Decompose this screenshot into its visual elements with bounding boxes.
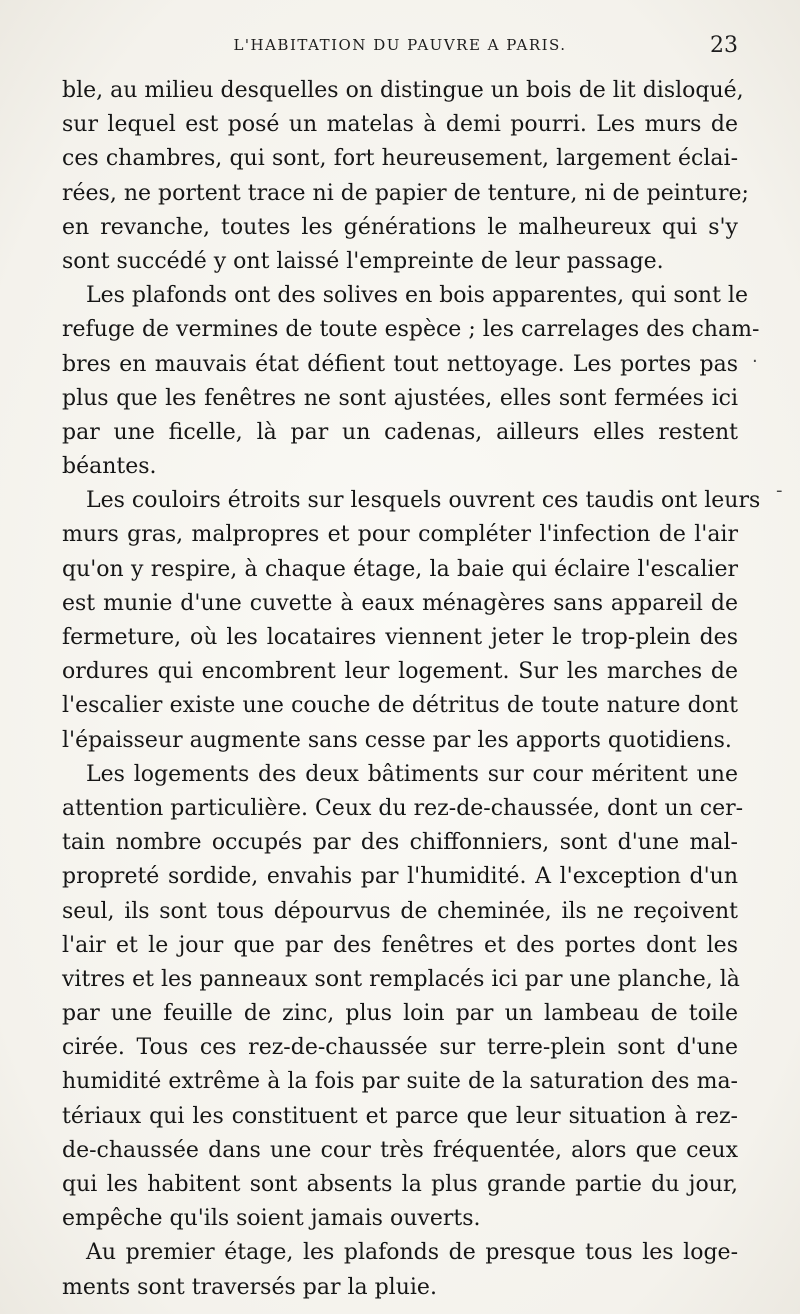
text-line: par une feuille de zinc, plus loin par un lambeau de toile xyxy=(62,1001,738,1027)
text-line: humidité extrême à la fois par suite de la saturation des ma- xyxy=(62,1069,738,1095)
text-line: seul, ils sont tous dépourvus de cheminée, ils ne reçoivent xyxy=(62,898,738,924)
text-line: béantes. xyxy=(62,454,157,480)
body-text xyxy=(62,74,761,1305)
text-line: rées, ne portent trace ni de papier de tenture, ni de peinture; xyxy=(62,180,749,206)
text-line: empêche qu'ils soient jamais ouverts. xyxy=(62,1206,481,1232)
text-line: ces chambres, qui sont, fort heureusement, largement éclai- xyxy=(62,146,738,172)
running-title: L'HABITATION DU PAUVRE A PARIS. xyxy=(233,36,567,54)
text-line: fermeture, où les locataires viennent jeter le trop-plein des xyxy=(62,625,738,650)
text-line: propreté sordide, envahis par l'humidité. A l'exception d'un xyxy=(62,864,738,890)
text-line: l'air et le jour que par des fenêtres et des portes dont les xyxy=(62,932,738,958)
text-line: l'escalier existe une couche de détritus de toute nature dont xyxy=(62,693,738,719)
text-line: ordures qui encombrent leur logement. Sur les marches de xyxy=(62,659,738,685)
margin-dot-mark: . xyxy=(752,346,758,367)
text-line: Au premier étage, les plafonds de presque tous les loge- xyxy=(86,1240,738,1266)
text-line: refuge de vermines de toute espèce ; les carrelages des cham- xyxy=(62,317,760,343)
page-header xyxy=(62,33,738,66)
text-line: murs gras, malpropres et pour compléter l'infection de l'air xyxy=(62,522,738,548)
margin-dash-mark: - xyxy=(776,480,783,501)
text-line: est munie d'une cuvette à eaux ménagères sans appareil de xyxy=(62,590,738,616)
text-line: plus que les fenêtres ne sont ajustées, elles sont fermées ici xyxy=(62,385,738,411)
text-line: de-chaussée dans une cour très fréquentée, alors que ceux xyxy=(62,1137,738,1163)
text-line: sont succédé y ont laissé l'empreinte de leur passage. xyxy=(62,248,664,274)
text-line: qu'on y respire, à chaque étage, la baie qui éclaire l'escalier xyxy=(62,556,738,582)
text-line: tériaux qui les constituent et parce que leur situation à rez- xyxy=(62,1103,738,1129)
text-line: en revanche, toutes les générations le malheureux qui s'y xyxy=(62,214,738,240)
text-line: Les logements des deux bâtiments sur cour méritent une xyxy=(86,761,738,787)
text-line: Les plafonds ont des solives en bois apparentes, qui sont le xyxy=(86,283,748,309)
page-number: 23 xyxy=(710,33,738,58)
text-line: par une ficelle, là par un cadenas, ailleurs elles restent xyxy=(62,419,738,445)
text-line: Les couloirs étroits sur lesquels ouvrent ces taudis ont leurs xyxy=(86,488,761,514)
text-line: qui les habitent sont absents la plus grande partie du jour, xyxy=(62,1172,738,1197)
text-line: tain nombre occupés par des chiffonniers, sont d'une mal- xyxy=(62,830,738,856)
text-line: bres en mauvais état défient tout nettoyage. Les portes pas xyxy=(62,351,738,377)
text-line: ments sont traversés par la pluie. xyxy=(62,1274,437,1300)
text-line: ble, au milieu desquelles on distingue un bois de lit disloqué, xyxy=(62,78,744,103)
text-line: sur lequel est posé un matelas à demi pourri. Les murs de xyxy=(62,112,738,138)
text-line: vitres et les panneaux sont remplacés ici par une planche, là xyxy=(62,966,740,992)
text-line: l'épaisseur augmente sans cesse par les apports quotidiens. xyxy=(62,727,732,753)
text-line: attention particulière. Ceux du rez-de-chaussée, dont un cer- xyxy=(62,795,744,821)
text-line: cirée. Tous ces rez-de-chaussée sur terre-plein sont d'une xyxy=(62,1035,738,1061)
